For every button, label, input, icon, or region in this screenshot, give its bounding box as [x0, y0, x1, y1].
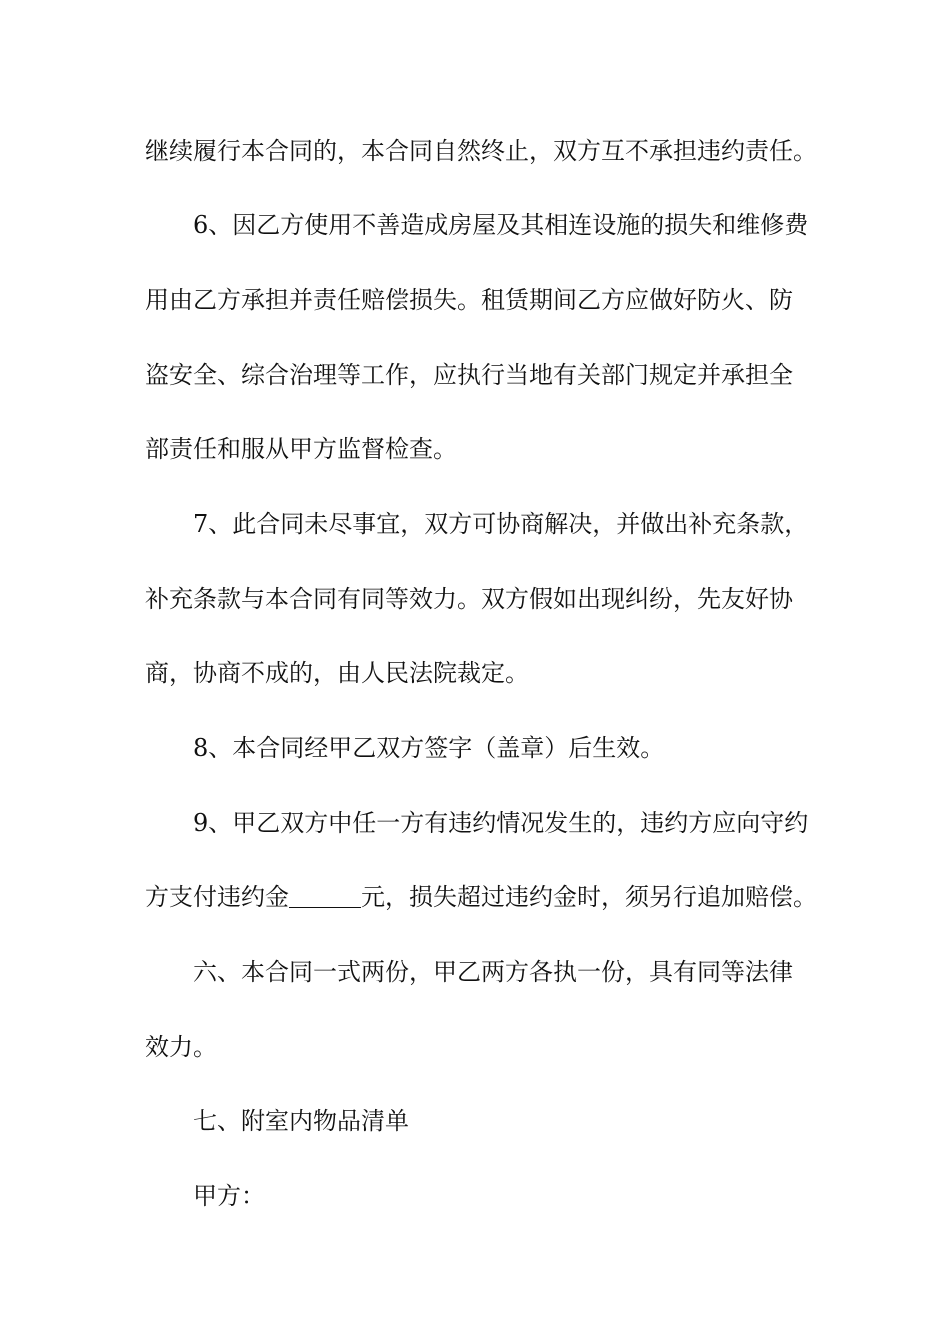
paragraph-line: 继续履行本合同的，本合同自然终止，双方互不承担违约责任。 — [145, 137, 817, 165]
clause-7-line: 7、此合同未尽事宜，双方可协商解决，并做出补充条款， — [193, 510, 809, 538]
section-6-line: 六、本合同一式两份，甲乙两方各执一份，具有同等法律 — [193, 958, 793, 986]
penalty-line — [145, 877, 817, 917]
clause-9-line: 9、甲乙双方中任一方有违约情况发生的，违约方应向守约 — [193, 809, 809, 837]
paragraph-line: 商，协商不成的，由人民法院裁定。 — [145, 659, 529, 687]
party-a-label: 甲方： — [193, 1182, 265, 1210]
paragraph-line: 盗安全、综合治理等工作，应执行当地有关部门规定并承担全 — [145, 361, 793, 389]
section-7-heading: 七、附室内物品清单 — [193, 1107, 409, 1135]
paragraph-line: 用由乙方承担并责任赔偿损失。租赁期间乙方应做好防火、防 — [145, 286, 793, 314]
clause-6-line: 6、因乙方使用不善造成房屋及其相连设施的损失和维修费 — [193, 211, 809, 239]
paragraph-line: 效力。 — [145, 1033, 217, 1061]
paragraph-line: 补充条款与本合同有同等效力。双方假如出现纠纷，先友好协 — [145, 585, 793, 613]
penalty-amount-blank — [289, 877, 361, 908]
clause-8-line: 8、本合同经甲乙双方签字（盖章）后生效。 — [193, 734, 665, 762]
paragraph-line: 部责任和服从甲方监督检查。 — [145, 435, 457, 463]
penalty-text-before: 方支付违约金 — [145, 883, 289, 911]
penalty-text-after: 元，损失超过违约金时，须另行追加赔偿。 — [361, 883, 817, 911]
